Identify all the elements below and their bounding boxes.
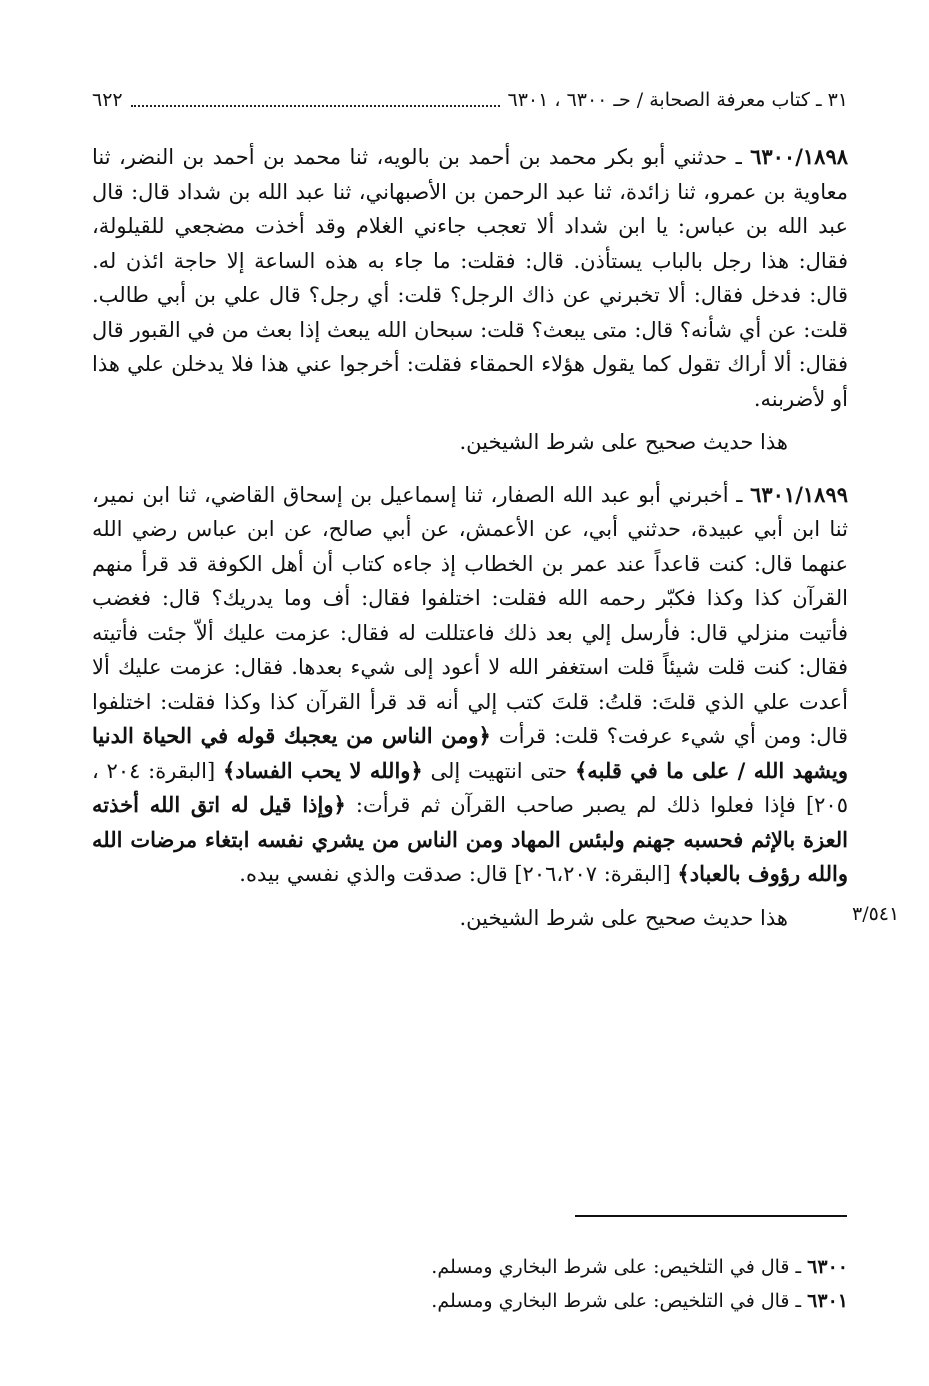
hadith-text: حتى انتهيت إلى — [422, 758, 575, 783]
footnote-number: ٦٣٠٠ — [807, 1256, 848, 1278]
footnote-text: ـ قال في التلخيص: على شرط البخاري ومسلم. — [431, 1290, 808, 1312]
hadith-verdict: هذا حديث صحيح على شرط الشيخين. — [459, 430, 788, 454]
footnote — [92, 1284, 848, 1318]
hadith-text: [البقرة: ٢٠٤ ، ٢٠٥] فإذا فعلوا ذلك لم يصبر صاحب القرآن ثم قرأت: — [92, 758, 848, 817]
hadith-text: ـ أخبرني أبو عبد الله الصفار، ثنا إسماعيل بن إسحاق القاضي، ثنا ابن نمير، ثنا ابن أبي عبيدة، حدثني أبي، عن الأعمش، عن أبي صالح، عن ابن عباس رضي الله عنهما قال: كنت قاعداً عند عمر بن الخطاب إذ جاءه كتاب أن أهل الكوفة قد قرأ منهم القرآن كذا وكذا فكبّر رحمه الله فقلت: اختلفوا فقال: أف وما يدريك؟ قال: فغضب فأتيت منزلي قال: فأرسل إلي بعد ذلك فاعتللت له فقال: عزمت عليك ألاّ جئت فأتيته فقال: كنت قلت شيئاً قلت استغفر الله لا أعود إلى شيء بعدها. فقال: عزمت عليك ألا أعدت علي الذي قلتَ: قلتُ: قلتَ كتب إلي أنه قد قرأ القرآن كذا وكذا فقلت: اختلفوا قال: ومن أي شيء عرفت؟ قلت: قرأت — [92, 482, 848, 748]
footnote-divider — [575, 1215, 847, 1217]
footnote-number: ٦٣٠١ — [807, 1290, 848, 1312]
quran-quote: ﴿ومن الناس من يعجبك قوله في الحياة الدنيا ويشهد الله / على ما في قلبه﴾ — [92, 723, 849, 783]
page-number: ٦٢٢ — [92, 89, 123, 111]
quran-quote: ﴿والله لا يحب الفساد﴾ — [222, 757, 423, 783]
hadith-text: [البقرة: ٢٠٦،٢٠٧] قال: صدقت والذي نفسي بيده. — [239, 862, 678, 886]
quran-quote: ﴿وإذا قيل له اتق الله أخذته العزة بالإثم فحسبه جهنم ولبئس المهاد ومن الناس من يشري نفسه ابتغاء مرضات الله والله رؤوف بالعباد﴾ — [92, 792, 848, 886]
margin-reference: ٣/٥٤١ — [852, 903, 900, 925]
running-title: ٣١ ـ كتاب معرفة الصحابة / حـ ٦٣٠٠ ، ٦٣٠١ — [507, 89, 848, 111]
hadith-text: ـ حدثني أبو بكر محمد بن أحمد بن بالويه، ثنا محمد بن أحمد بن النضر، ثنا معاوية بن عمرو، ثنا زائدة، ثنا عبد الرحمن بن الأصبهاني، ثنا عبد الله بن شداد قال: قال عبد الله بن عباس: يا ابن شداد ألا تعجب جاءني الغلام وقد أخذت مضجعي للقيلولة، فقال: هذا رجل بالباب يستأذن. قال: فقلت: ما جاء به هذه الساعة إلا حاجة ائذن له. قال: فدخل فقال: ألا تخبرني عن ذاك الرجل؟ قلت: أي رجل؟ قال علي بن أبي طالب. قلت: عن أي شأنه؟ قال: متى يبعث؟ قلت: سبحان الله يبعث إذا بعث من في القبور قال فقال: ألا أراك تقول كما يقول هؤلاء الحمقاء فقلت: أخرجوا عني هذا فلا يدخلن علي هذا أو لأضربنه. — [92, 145, 848, 411]
footnote-text: ـ قال في التلخيص: على شرط البخاري ومسلم. — [431, 1256, 808, 1278]
hadith-6300 — [92, 140, 848, 416]
hadith-number: ٦٣٠٠/١٨٩٨ — [750, 144, 848, 169]
header-dot-leader — [131, 105, 500, 107]
hadith-number: ٦٣٠١/١٨٩٩ — [750, 481, 848, 507]
running-header — [92, 86, 848, 114]
main-text — [92, 140, 848, 953]
hadith-verdict: هذا حديث صحيح على شرط الشيخين. — [459, 905, 788, 930]
hadith-6301 — [92, 478, 848, 892]
footnotes — [92, 1250, 848, 1318]
footnote — [92, 1250, 848, 1284]
